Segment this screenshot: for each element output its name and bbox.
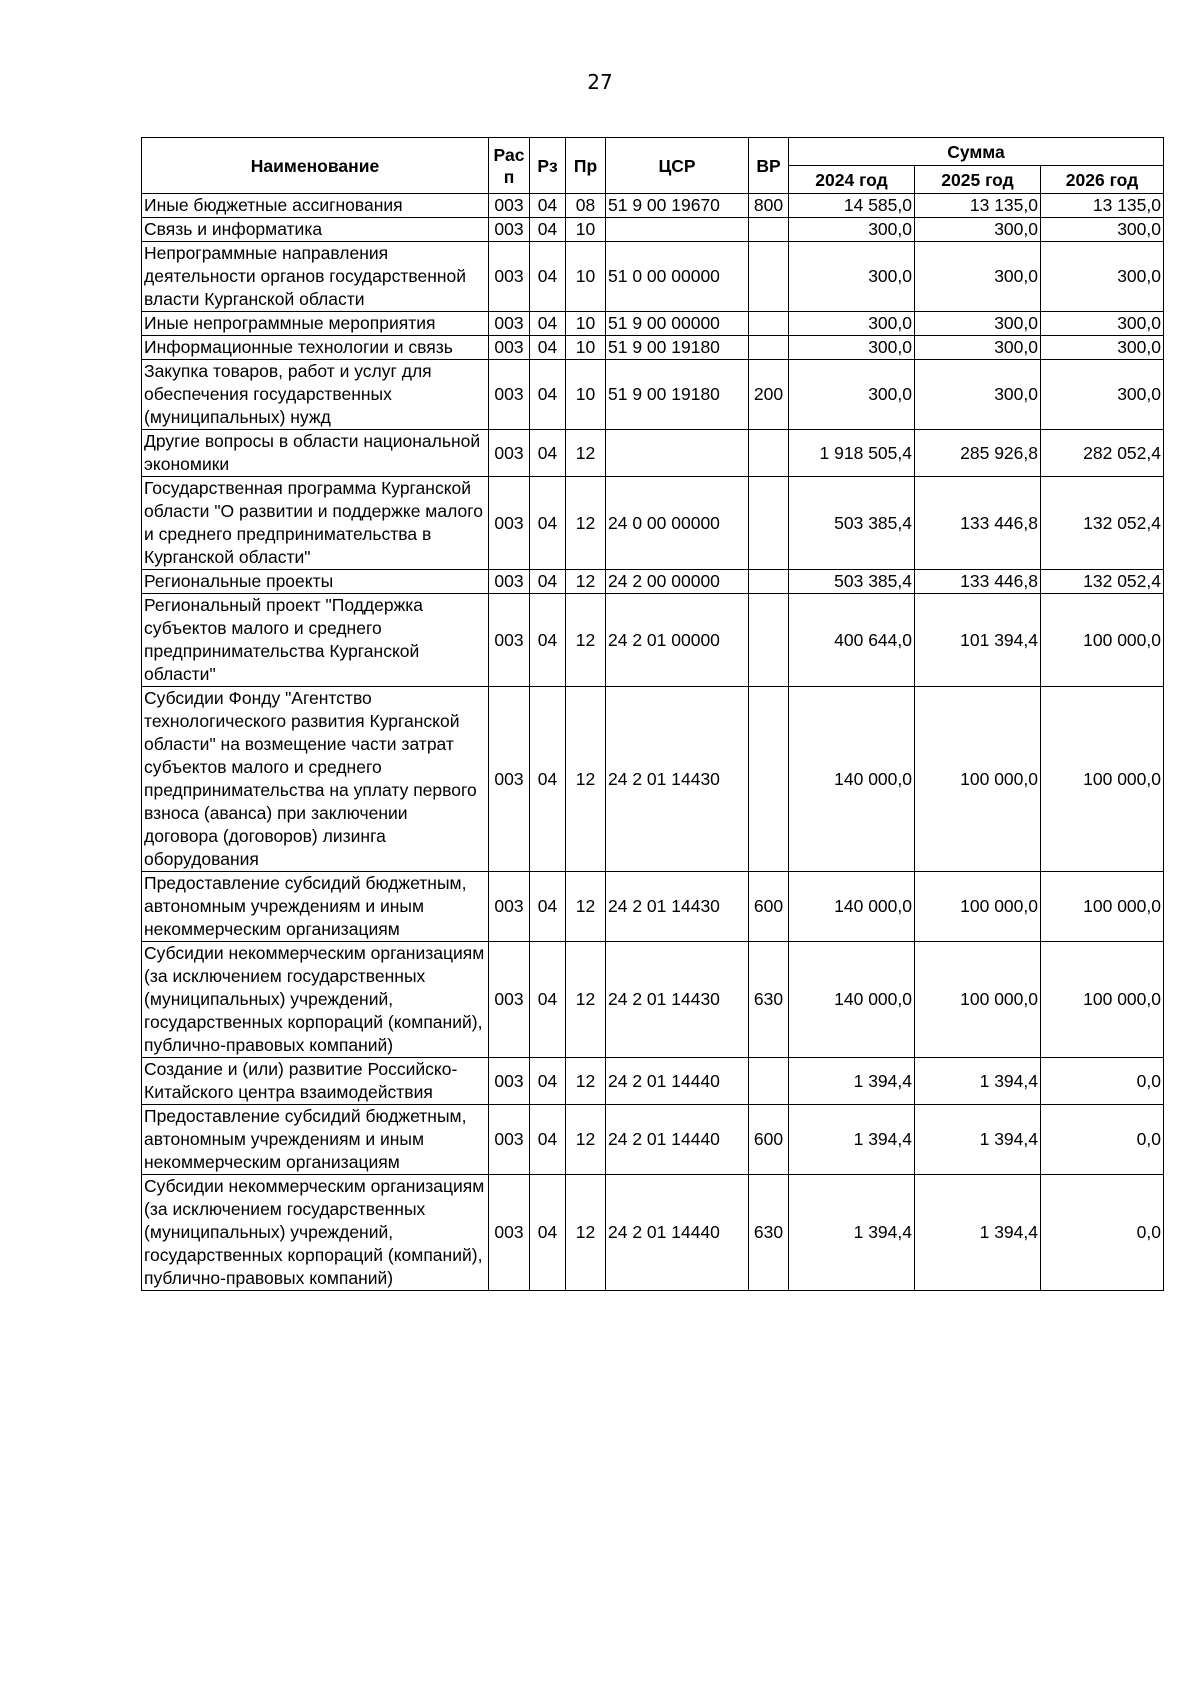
cell-rz: 04 — [530, 872, 566, 942]
cell-amount-2025: 133 446,8 — [915, 570, 1041, 594]
cell-amount-2024: 503 385,4 — [789, 477, 915, 570]
cell-amount-2025: 300,0 — [915, 218, 1041, 242]
cell-name: Предоставление субсидий бюджетным, автономным учреждениям и иным некоммерческим организациям — [142, 872, 489, 942]
cell-amount-2026: 300,0 — [1041, 312, 1164, 336]
cell-pr: 12 — [566, 687, 606, 872]
cell-rz: 04 — [530, 477, 566, 570]
cell-vr — [749, 687, 789, 872]
cell-rasp: 003 — [489, 477, 530, 570]
table-header — [142, 138, 1164, 194]
cell-name: Региональный проект "Поддержка субъектов малого и среднего предпринимательства Курганской области" — [142, 594, 489, 687]
cell-amount-2026: 0,0 — [1041, 1058, 1164, 1105]
cell-vr — [749, 336, 789, 360]
cell-amount-2026: 100 000,0 — [1041, 687, 1164, 872]
cell-name: Субсидии Фонду "Агентство технологического развития Курганской области" на возмещение части затрат субъектов малого и среднего предпринимательства на уплату первого взноса (аванса) при заключении договора (договоров) лизинга оборудования — [142, 687, 489, 872]
cell-vr — [749, 1058, 789, 1105]
cell-amount-2024: 300,0 — [789, 218, 915, 242]
cell-amount-2025: 300,0 — [915, 242, 1041, 312]
cell-amount-2026: 0,0 — [1041, 1105, 1164, 1175]
table-row — [142, 194, 1164, 218]
table-row — [142, 242, 1164, 312]
cell-amount-2025: 100 000,0 — [915, 942, 1041, 1058]
cell-vr — [749, 242, 789, 312]
cell-amount-2024: 1 394,4 — [789, 1175, 915, 1291]
cell-csr: 24 0 00 00000 — [606, 477, 749, 570]
cell-amount-2026: 0,0 — [1041, 1175, 1164, 1291]
cell-rz: 04 — [530, 242, 566, 312]
cell-rz: 04 — [530, 218, 566, 242]
cell-name: Субсидии некоммерческим организациям (за исключением государственных (муниципальных) учреждений, государственных корпораций (компаний), публично-правовых компаний) — [142, 1175, 489, 1291]
cell-vr — [749, 570, 789, 594]
cell-amount-2026: 100 000,0 — [1041, 594, 1164, 687]
cell-amount-2026: 282 052,4 — [1041, 430, 1164, 477]
cell-name: Иные бюджетные ассигнования — [142, 194, 489, 218]
cell-amount-2026: 300,0 — [1041, 336, 1164, 360]
cell-pr: 12 — [566, 477, 606, 570]
cell-rasp: 003 — [489, 942, 530, 1058]
cell-amount-2026: 100 000,0 — [1041, 872, 1164, 942]
cell-vr — [749, 477, 789, 570]
table-row — [142, 336, 1164, 360]
cell-amount-2026: 132 052,4 — [1041, 570, 1164, 594]
table-row — [142, 570, 1164, 594]
cell-name: Закупка товаров, работ и услуг для обеспечения государственных (муниципальных) нужд — [142, 360, 489, 430]
cell-amount-2026: 132 052,4 — [1041, 477, 1164, 570]
header-name: Наименование — [142, 138, 489, 194]
cell-rz: 04 — [530, 336, 566, 360]
cell-rz: 04 — [530, 942, 566, 1058]
table-row — [142, 360, 1164, 430]
cell-rz: 04 — [530, 360, 566, 430]
table-row — [142, 430, 1164, 477]
cell-rz: 04 — [530, 312, 566, 336]
table-row — [142, 312, 1164, 336]
cell-rz: 04 — [530, 430, 566, 477]
header-csr: ЦСР — [606, 138, 749, 194]
cell-rasp: 003 — [489, 312, 530, 336]
cell-csr — [606, 430, 749, 477]
header-year-2024: 2024 год — [789, 166, 915, 194]
cell-amount-2025: 300,0 — [915, 360, 1041, 430]
table-row — [142, 942, 1164, 1058]
cell-name: Другие вопросы в области национальной экономики — [142, 430, 489, 477]
cell-amount-2025: 1 394,4 — [915, 1175, 1041, 1291]
cell-amount-2026: 300,0 — [1041, 218, 1164, 242]
cell-name: Предоставление субсидий бюджетным, автономным учреждениям и иным некоммерческим организациям — [142, 1105, 489, 1175]
cell-rz: 04 — [530, 1058, 566, 1105]
cell-pr: 12 — [566, 430, 606, 477]
cell-amount-2024: 400 644,0 — [789, 594, 915, 687]
cell-name: Иные непрограммные мероприятия — [142, 312, 489, 336]
cell-pr: 10 — [566, 312, 606, 336]
cell-amount-2024: 1 918 505,4 — [789, 430, 915, 477]
cell-name: Государственная программа Курганской области "О развитии и поддержке малого и среднего предпринимательства в Курганской области" — [142, 477, 489, 570]
cell-vr: 800 — [749, 194, 789, 218]
cell-rasp: 003 — [489, 594, 530, 687]
cell-vr: 600 — [749, 1105, 789, 1175]
cell-rz: 04 — [530, 687, 566, 872]
cell-amount-2025: 100 000,0 — [915, 687, 1041, 872]
cell-csr: 24 2 01 14440 — [606, 1175, 749, 1291]
cell-csr: 24 2 01 14430 — [606, 872, 749, 942]
cell-csr: 51 9 00 19180 — [606, 336, 749, 360]
cell-name: Информационные технологии и связь — [142, 336, 489, 360]
cell-pr: 12 — [566, 872, 606, 942]
cell-vr — [749, 218, 789, 242]
cell-pr: 10 — [566, 242, 606, 312]
cell-amount-2024: 140 000,0 — [789, 872, 915, 942]
cell-amount-2025: 100 000,0 — [915, 872, 1041, 942]
cell-rasp: 003 — [489, 1058, 530, 1105]
cell-name: Создание и (или) развитие Российско-Китайского центра взаимодействия — [142, 1058, 489, 1105]
cell-amount-2024: 300,0 — [789, 336, 915, 360]
cell-csr: 24 2 01 14430 — [606, 687, 749, 872]
cell-vr: 200 — [749, 360, 789, 430]
cell-csr: 24 2 01 14440 — [606, 1058, 749, 1105]
cell-rz: 04 — [530, 1105, 566, 1175]
cell-vr — [749, 430, 789, 477]
cell-amount-2025: 1 394,4 — [915, 1105, 1041, 1175]
cell-amount-2026: 100 000,0 — [1041, 942, 1164, 1058]
cell-amount-2025: 13 135,0 — [915, 194, 1041, 218]
cell-rasp: 003 — [489, 1175, 530, 1291]
table-row — [142, 872, 1164, 942]
header-rz: Рз — [530, 138, 566, 194]
cell-pr: 10 — [566, 336, 606, 360]
cell-csr — [606, 218, 749, 242]
cell-rasp: 003 — [489, 430, 530, 477]
cell-pr: 12 — [566, 1175, 606, 1291]
cell-rz: 04 — [530, 570, 566, 594]
cell-amount-2025: 300,0 — [915, 336, 1041, 360]
table-row — [142, 218, 1164, 242]
budget-table — [141, 137, 1164, 1291]
cell-csr: 51 9 00 00000 — [606, 312, 749, 336]
cell-pr: 12 — [566, 1105, 606, 1175]
cell-rasp: 003 — [489, 687, 530, 872]
cell-vr — [749, 594, 789, 687]
cell-pr: 10 — [566, 360, 606, 430]
cell-amount-2026: 13 135,0 — [1041, 194, 1164, 218]
cell-vr: 630 — [749, 1175, 789, 1291]
cell-amount-2024: 503 385,4 — [789, 570, 915, 594]
cell-name: Связь и информатика — [142, 218, 489, 242]
cell-csr: 51 0 00 00000 — [606, 242, 749, 312]
table-row — [142, 687, 1164, 872]
cell-pr: 12 — [566, 942, 606, 1058]
table-row — [142, 1105, 1164, 1175]
header-sum: Сумма — [789, 138, 1164, 166]
cell-pr: 12 — [566, 1058, 606, 1105]
table-row — [142, 1058, 1164, 1105]
cell-pr: 08 — [566, 194, 606, 218]
table-row — [142, 477, 1164, 570]
header-pr: Пр — [566, 138, 606, 194]
cell-rz: 04 — [530, 1175, 566, 1291]
cell-csr: 51 9 00 19670 — [606, 194, 749, 218]
cell-amount-2024: 1 394,4 — [789, 1105, 915, 1175]
cell-amount-2025: 1 394,4 — [915, 1058, 1041, 1105]
cell-vr — [749, 312, 789, 336]
cell-csr: 24 2 00 00000 — [606, 570, 749, 594]
cell-csr: 24 2 01 14440 — [606, 1105, 749, 1175]
cell-rasp: 003 — [489, 336, 530, 360]
cell-pr: 10 — [566, 218, 606, 242]
cell-rasp: 003 — [489, 872, 530, 942]
cell-name: Региональные проекты — [142, 570, 489, 594]
cell-amount-2025: 101 394,4 — [915, 594, 1041, 687]
cell-pr: 12 — [566, 570, 606, 594]
table-row — [142, 594, 1164, 687]
page-number: 27 — [587, 70, 613, 94]
cell-rasp: 003 — [489, 360, 530, 430]
header-vr: ВР — [749, 138, 789, 194]
table-row — [142, 1175, 1164, 1291]
cell-amount-2024: 300,0 — [789, 360, 915, 430]
cell-vr: 600 — [749, 872, 789, 942]
cell-rasp: 003 — [489, 242, 530, 312]
cell-amount-2025: 133 446,8 — [915, 477, 1041, 570]
cell-amount-2024: 1 394,4 — [789, 1058, 915, 1105]
cell-csr: 51 9 00 19180 — [606, 360, 749, 430]
cell-amount-2026: 300,0 — [1041, 242, 1164, 312]
cell-vr: 630 — [749, 942, 789, 1058]
header-year-2026: 2026 год — [1041, 166, 1164, 194]
cell-rz: 04 — [530, 194, 566, 218]
table-body — [142, 194, 1164, 1291]
cell-csr: 24 2 01 14430 — [606, 942, 749, 1058]
cell-amount-2024: 300,0 — [789, 312, 915, 336]
cell-rz: 04 — [530, 594, 566, 687]
cell-csr: 24 2 01 00000 — [606, 594, 749, 687]
cell-name: Непрограммные направления деятельности органов государственной власти Курганской области — [142, 242, 489, 312]
cell-rasp: 003 — [489, 194, 530, 218]
cell-pr: 12 — [566, 594, 606, 687]
cell-amount-2024: 14 585,0 — [789, 194, 915, 218]
cell-amount-2024: 140 000,0 — [789, 942, 915, 1058]
cell-amount-2025: 300,0 — [915, 312, 1041, 336]
cell-amount-2026: 300,0 — [1041, 360, 1164, 430]
cell-amount-2025: 285 926,8 — [915, 430, 1041, 477]
cell-name: Субсидии некоммерческим организациям (за исключением государственных (муниципальных) учреждений, государственных корпораций (компаний), публично-правовых компаний) — [142, 942, 489, 1058]
cell-amount-2024: 300,0 — [789, 242, 915, 312]
header-year-2025: 2025 год — [915, 166, 1041, 194]
cell-rasp: 003 — [489, 1105, 530, 1175]
cell-amount-2024: 140 000,0 — [789, 687, 915, 872]
cell-rasp: 003 — [489, 218, 530, 242]
cell-rasp: 003 — [489, 570, 530, 594]
header-rasp: Рас п — [489, 138, 530, 194]
